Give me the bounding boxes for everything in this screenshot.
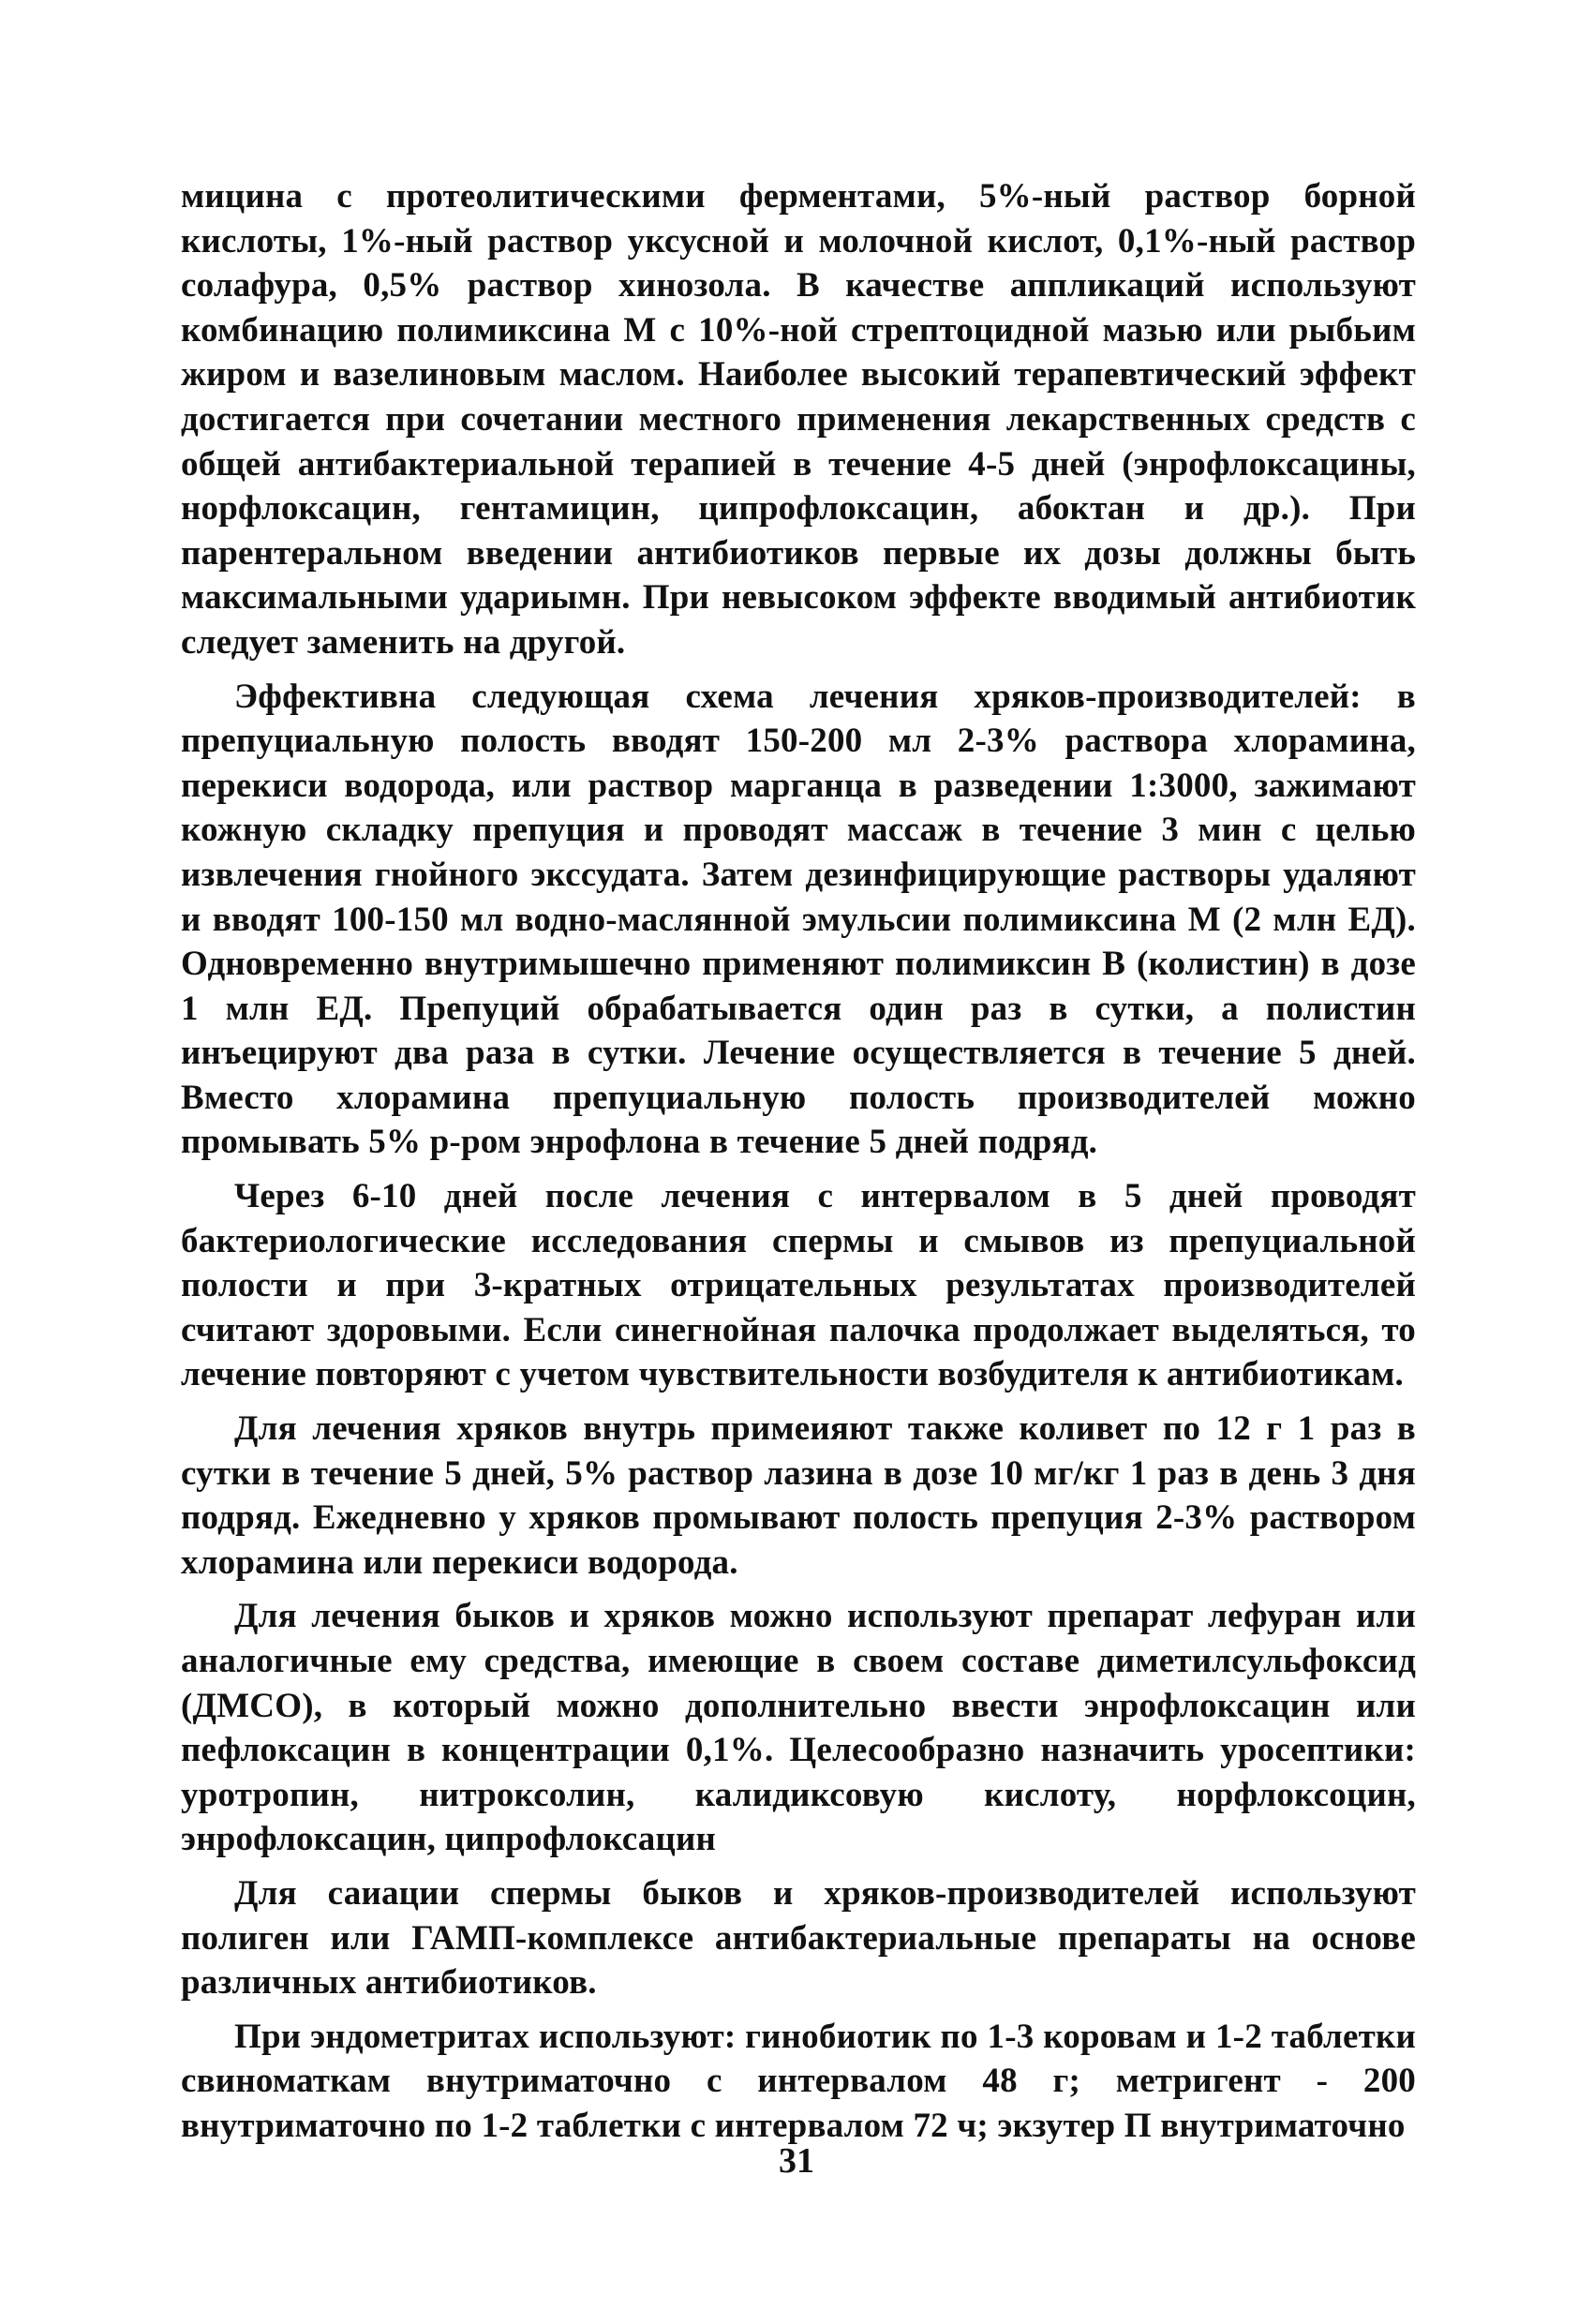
paragraph-1: мицина с протеолитическими ферментами, 5%-ный раствор борной кислоты, 1%-ный раствор уксусной и молочной кислот, 0,1%-ный раствор солафура, 0,5% раствор хинозола. В качестве аппликаций используют комбинацию полимиксина М с 10%-ной стрептоцидной мазью или рыбьим жиром и вазелиновым маслом. Наиболее высокий терапевтический эффект достигается при сочетании местного применения лекарственных средств с общей антибактериальной терапией в течение 4-5 дней (энрофлоксацины, норфлоксацин, гентамицин, ципрофлоксацин, абоктан и др.). При парентеральном введении антибиотиков первые их дозы должны быть максимальными удариымн. При невысоком эффекте вводимый антибиотик следует заменить на другой. [181, 177, 1416, 662]
body-text [181, 174, 1416, 2158]
paragraph-3: Через 6-10 дней после лечения с интервалом в 5 дней проводят бактериологические исследования спермы и смывов из препуциальной полости и при 3-кратных отрицательных результатах производителей считают здоровыми. Если синегнойная палочка продолжает выделяться, то лечение повторяют с учетом чувствительности возбудителя к антибиотикам. [181, 1177, 1416, 1394]
paragraph-5: Для лечения быков и хряков можно используют препарат лефуран или аналогичные ему средства, имеющие в своем составе диметилсульфоксид (ДМСО), в который можно дополнительно ввести энрофлоксацин или пефлоксацин в концентрации 0,1%. Целесообразно назначить уросептики: уротропин, нитроксолин, калидиксовую кислоту, норфлоксоцин, энрофлоксацин, ципрофлоксацин [181, 1597, 1416, 1859]
paragraph-2: Эффективна следующая схема лечения хряков-производителей: в препуциальную полость вводят 150-200 мл 2-3% раствора хлорамина, перекиси водорода, или раствор марганца в разведении 1:3000, зажимают кожную складку препуция и проводят массаж в течение 3 мин с целью извлечения гнойного экссудата. Затем дезинфицирующие растворы удаляют и вводят 100-150 мл водно-маслянной эмульсии полимиксина М (2 млн ЕД). Одновременно внутримышечно применяют полимиксин В (колистин) в дозе 1 млн ЕД. Препуций обрабатывается один раз в сутки, а полистин инъецируют два раза в сутки. Лечение осуществляется в течение 5 дней. Вместо хлорамина препуциальную полость производителей можно промывать 5% р-ром энрофлона в течение 5 дней подряд. [181, 677, 1416, 1162]
paragraph-6: Для саиации спермы быков и хряков-производителей используют полиген или ГАМП-комплексе антибактериальные препараты на основе различных антибиотиков. [181, 1873, 1416, 2003]
page-number: 31 [779, 2141, 814, 2181]
paragraph-7: При эндометритах используют: гинобиотик по 1-3 коровам и 1-2 таблетки свиноматкам внутриматочно с интервалом 48 г; метригент - 200 внутриматочно по 1-2 таблетки с интервалом 72 ч; экзутер П внутриматочно [181, 2017, 1416, 2145]
paragraph-4: Для лечения хряков внутрь примеияют также коливет по 12 г 1 раз в сутки в течение 5 дней, 5% раствор лазина в дозе 10 мг/кг 1 раз в день 3 дня подряд. Ежедневно у хряков промывают полость препуция 2-3% раствором хлорамина или перекиси водорода. [181, 1409, 1416, 1582]
